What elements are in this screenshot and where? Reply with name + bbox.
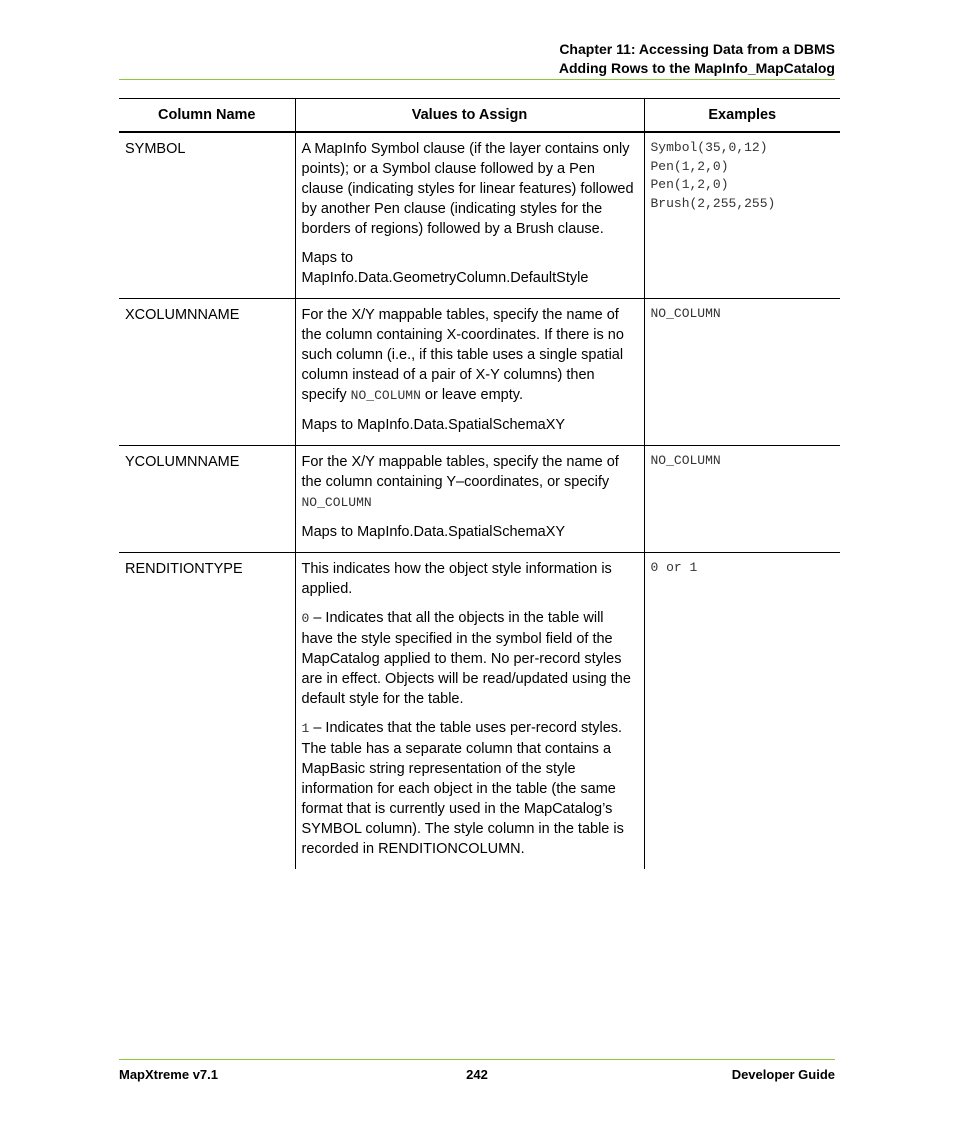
values-paragraph: This indicates how the object style information is applied. xyxy=(301,561,612,597)
table-row xyxy=(119,299,840,446)
values-cell xyxy=(295,553,644,870)
values-text: For the X/Y mappable tables, specify the name of the column containing X-coordinates. If there is no such column (i.e., if this table uses a single spatial column instead of a pair of X-Y columns) then specify xyxy=(301,307,624,403)
section-title: Adding Rows to the MapInfo_MapCatalog xyxy=(558,60,835,76)
inline-code: 1 xyxy=(301,721,310,736)
column-header-name: Column Name xyxy=(119,99,295,133)
column-name-cell: YCOLUMNNAME xyxy=(119,446,295,553)
maps-to-paragraph: Maps to MapInfo.Data.GeometryColumn.DefaultStyle xyxy=(301,250,589,286)
table-row xyxy=(119,553,840,870)
examples-cell xyxy=(644,446,840,553)
example-code: 0 or 1 xyxy=(650,560,698,575)
values-text: For the X/Y mappable tables, specify the name of the column containing Y–coordinates, or specify xyxy=(301,454,619,490)
examples-cell xyxy=(644,132,840,299)
values-cell xyxy=(295,299,644,446)
example-code: NO_COLUMN xyxy=(650,306,721,321)
examples-cell xyxy=(644,299,840,446)
page-number: 242 xyxy=(466,1067,488,1082)
values-paragraph xyxy=(302,452,638,513)
product-name: MapXtreme v7.1 xyxy=(119,1067,218,1082)
values-text: – Indicates that all the objects in the table will have the style specified in the symbol field of the MapCatalog applied to them. No per-record styles are in effect. Objects will be read/updated using the default style for the table. xyxy=(301,610,631,707)
values-cell xyxy=(295,132,644,299)
example-code: Symbol(35,0,12) xyxy=(650,140,768,155)
header-rule xyxy=(119,79,835,80)
chapter-title: Chapter 11: Accessing Data from a DBMS xyxy=(559,41,835,57)
inline-code: NO_COLUMN xyxy=(350,388,421,403)
example-code: NO_COLUMN xyxy=(650,453,721,468)
example-code: Brush(2,255,255) xyxy=(650,195,776,211)
examples-cell xyxy=(644,553,840,870)
column-header-examples: Examples xyxy=(644,99,840,133)
maps-to-paragraph: Maps to MapInfo.Data.SpatialSchemaXY xyxy=(301,417,566,433)
table-header-row xyxy=(119,99,840,133)
table-row xyxy=(119,446,840,553)
column-name-cell: XCOLUMNNAME xyxy=(119,299,295,446)
table-row xyxy=(119,132,840,299)
values-text: or leave empty. xyxy=(420,387,523,403)
guide-title: Developer Guide xyxy=(731,1067,835,1082)
example-code: Pen(1,2,0) xyxy=(650,158,729,174)
values-text: – Indicates that the table uses per-record styles. The table has a separate column that contains a MapBasic string representation of the style information for each object in the table (the same format that is currently used in the MapCatalog’s SYMBOL column). The style column in the table is recorded in RENDITIONCOLUMN. xyxy=(301,720,624,857)
example-code: Pen(1,2,0) xyxy=(650,177,729,192)
inline-code: 0 xyxy=(301,611,310,626)
column-name-cell: RENDITIONTYPE xyxy=(125,561,243,577)
values-paragraph xyxy=(302,718,638,859)
values-paragraph: A MapInfo Symbol clause (if the layer contains only points); or a Symbol clause followed by a Pen clause (indicating styles for linear features) followed by another Pen clause (indicating styles for the borders of regions) followed by a Brush clause. xyxy=(301,141,634,237)
values-paragraph xyxy=(302,305,638,406)
values-paragraph xyxy=(302,608,638,709)
footer-rule xyxy=(119,1059,835,1060)
inline-code: NO_COLUMN xyxy=(301,495,372,510)
mapcatalog-columns-table xyxy=(119,98,840,869)
page-header xyxy=(119,40,835,78)
column-name-cell: SYMBOL xyxy=(119,132,295,299)
values-cell xyxy=(295,446,644,553)
column-header-values: Values to Assign xyxy=(295,99,644,133)
maps-to-paragraph: Maps to MapInfo.Data.SpatialSchemaXY xyxy=(301,524,566,540)
